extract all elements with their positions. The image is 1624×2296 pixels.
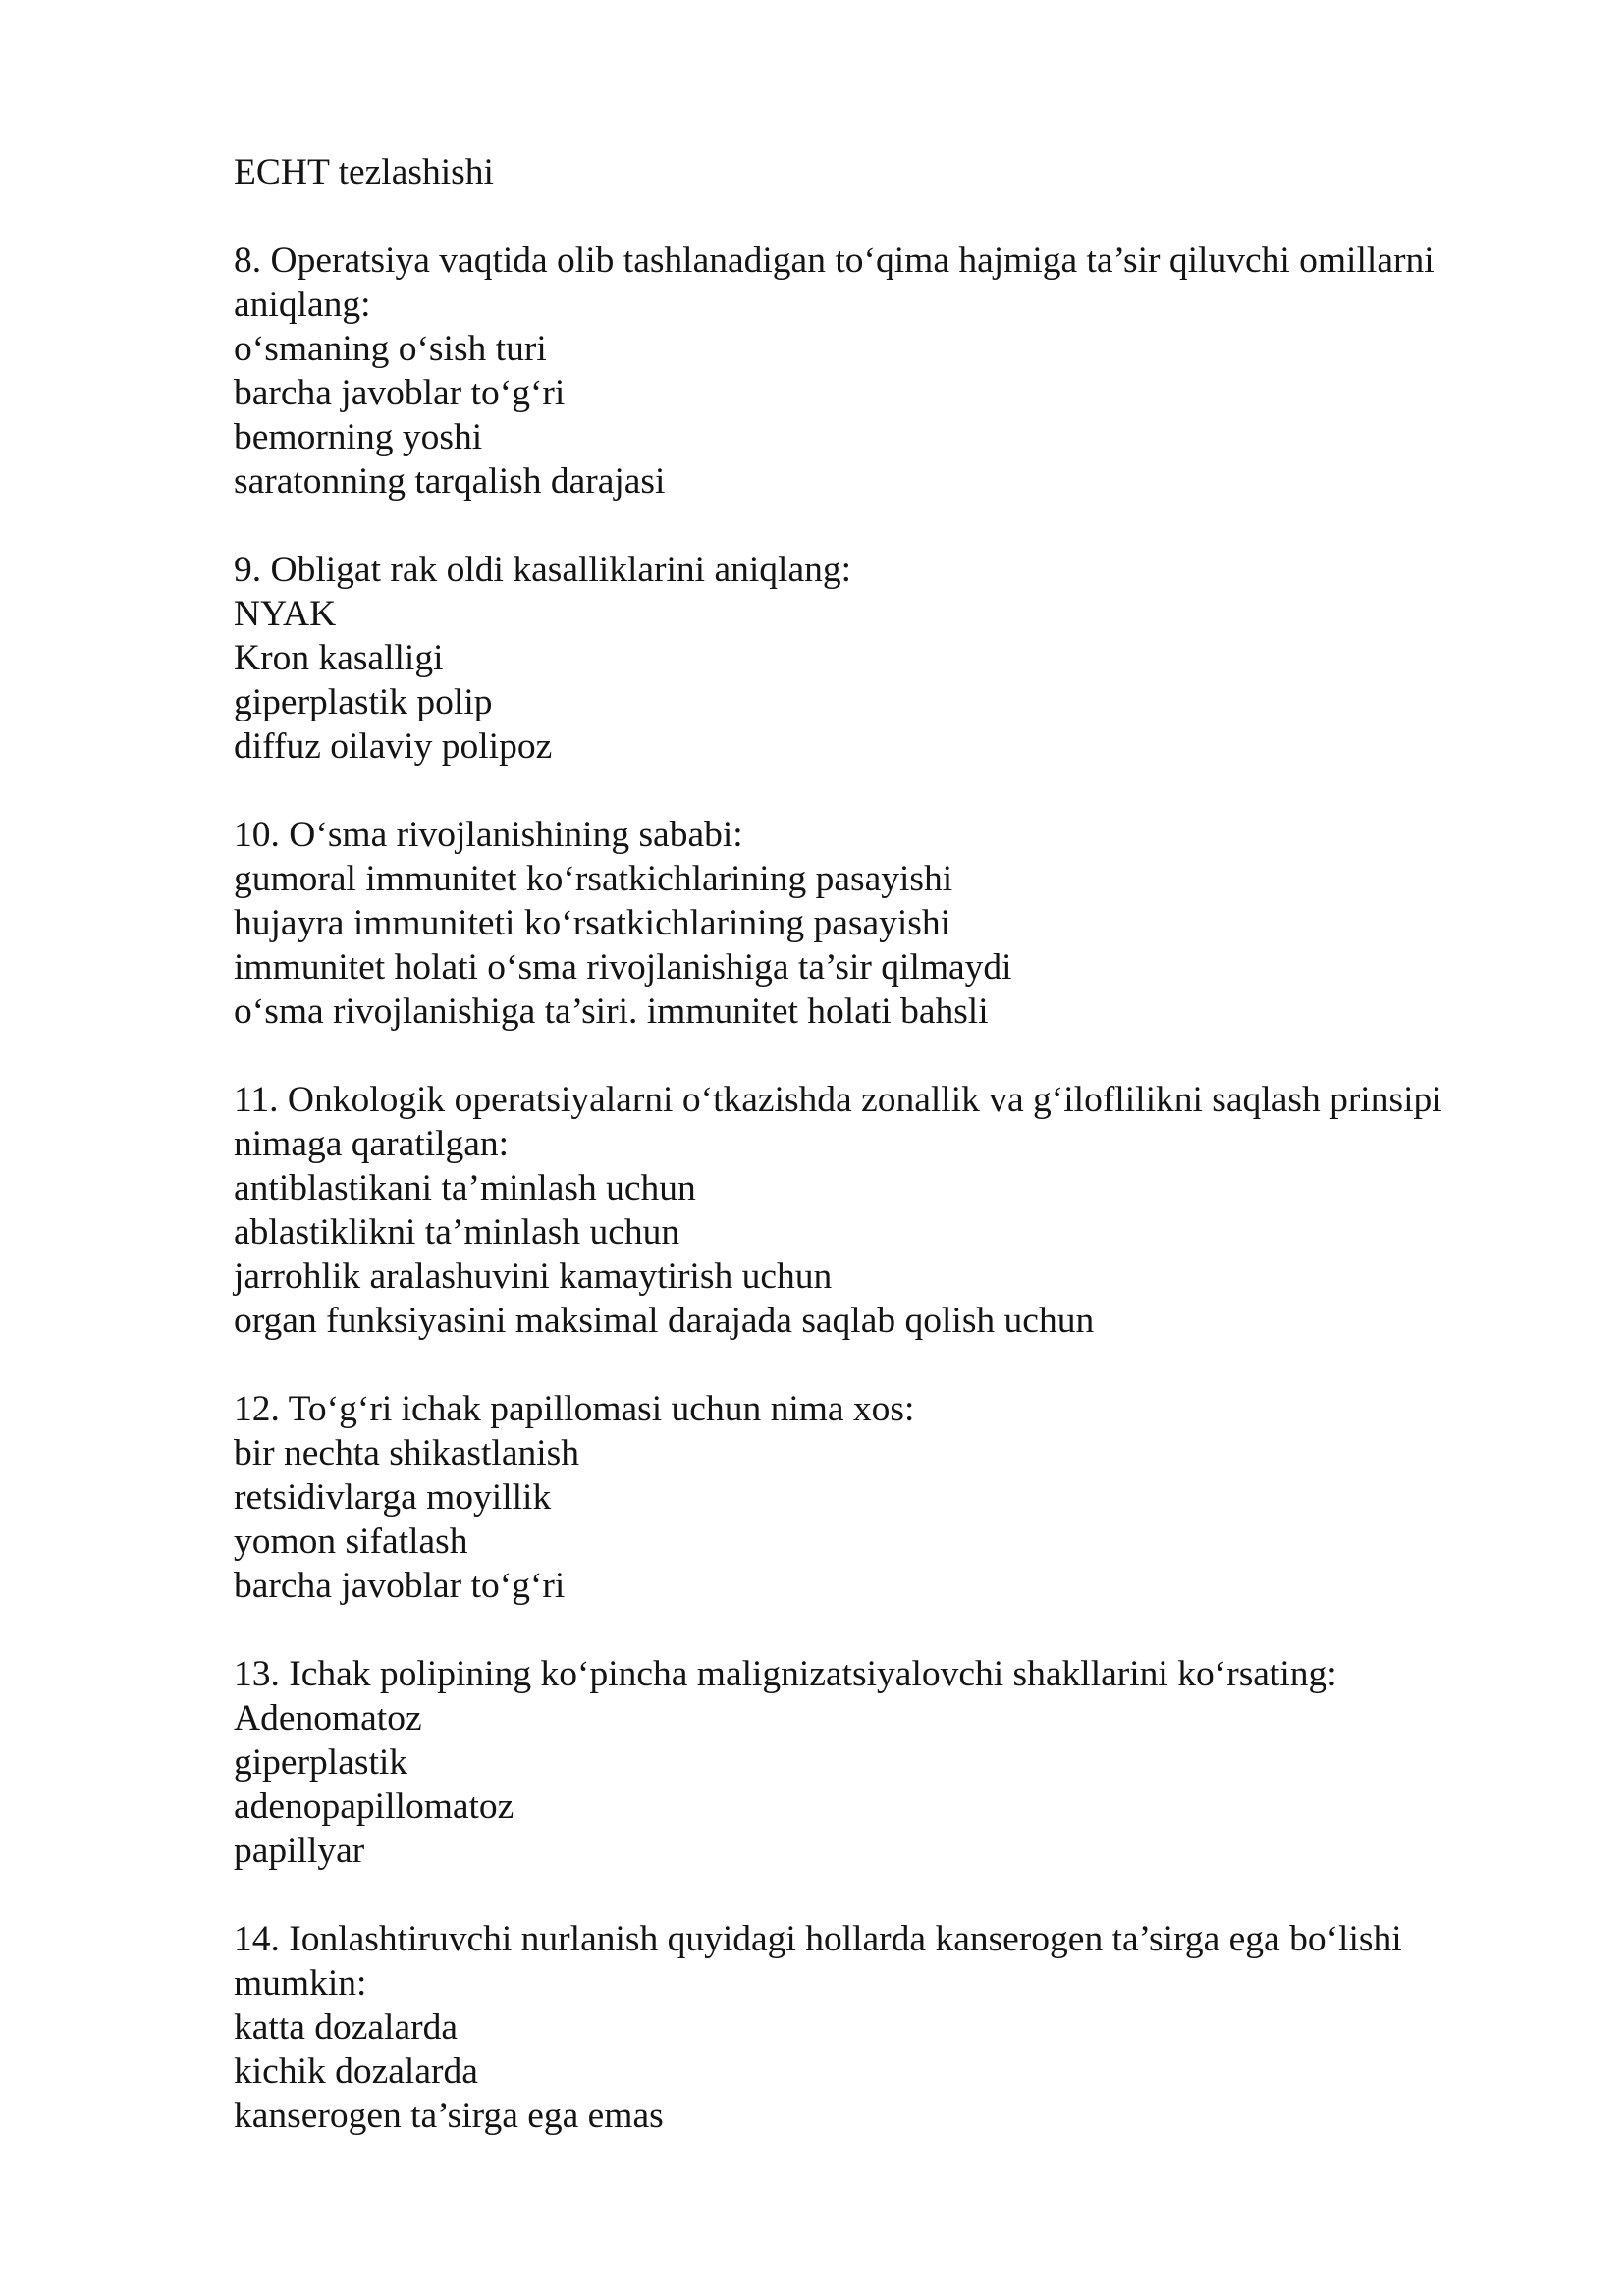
intro-line: ECHT tezlashishi xyxy=(234,152,494,192)
answer-option: organ funksiyasini maksimal darajada saqlab qolish uchun xyxy=(234,1301,1095,1341)
answer-option: jarrohlik aralashuvini kamaytirish uchun xyxy=(234,1256,833,1297)
question-text-line: 9. Obligat rak oldi kasalliklarini aniqlang: xyxy=(234,550,852,590)
question-text xyxy=(234,548,1510,592)
answer-option: gumoral immunitet ko‘rsatkichlarining pasayishi xyxy=(234,859,953,899)
question-text xyxy=(234,1917,1510,2005)
answer-option: hujayra immuniteti ko‘rsatkichlarining pasayishi xyxy=(234,903,951,943)
answer-option: papillyar xyxy=(234,1831,365,1871)
answer-option: diffuz oilaviy polipoz xyxy=(234,726,553,767)
answer-option: adenopapillomatoz xyxy=(234,1787,514,1827)
answer-option: Adenomatoz xyxy=(234,1698,422,1738)
answer-option: o‘smaning o‘sish turi xyxy=(234,329,547,369)
question-text-line: 12. To‘g‘ri ichak papillomasi uchun nima xos: xyxy=(234,1389,915,1429)
answer-option: NYAK xyxy=(234,594,337,634)
answer-option: barcha javoblar to‘g‘ri xyxy=(234,1566,566,1606)
answer-option: Kron kasalligi xyxy=(234,638,444,678)
answer-option: retsidivlarga moyillik xyxy=(234,1477,552,1518)
question-text-line: 11. Onkologik operatsiyalarni o‘tkazishda zonallik va g‘iloflilikni saqlash prinsipi xyxy=(234,1080,1442,1120)
question-text-line: 10. O‘sma rivojlanishining sababi: xyxy=(234,815,743,855)
question-text xyxy=(234,1652,1510,1696)
answer-option: ablastiklikni ta’minlash uchun xyxy=(234,1212,680,1253)
answer-option: yomon sifatlash xyxy=(234,1522,468,1562)
answer-option: saratonning tarqalish darajasi xyxy=(234,461,666,502)
answer-option: giperplastik polip xyxy=(234,682,493,722)
question-13 xyxy=(234,1652,1510,1873)
question-text xyxy=(234,239,1510,327)
question-text-line: nimaga qaratilgan: xyxy=(234,1124,510,1164)
question-text xyxy=(234,813,1510,857)
question-14 xyxy=(234,1917,1510,2138)
answer-option: barcha javoblar to‘g‘ri xyxy=(234,373,566,413)
answer-option: kanserogen ta’sirga ega emas xyxy=(234,2096,664,2136)
answer-option: o‘sma rivojlanishiga ta’siri. immunitet holati bahsli xyxy=(234,991,989,1032)
answer-option: bir nechta shikastlanish xyxy=(234,1433,580,1473)
answer-option: bemorning yoshi xyxy=(234,417,483,457)
question-12 xyxy=(234,1387,1510,1608)
question-text xyxy=(234,1387,1510,1431)
question-text-line: 8. Operatsiya vaqtida olib tashlanadigan to‘qima hajmiga ta’sir qiluvchi omillarni xyxy=(234,240,1435,281)
question-10 xyxy=(234,813,1510,1034)
answer-option: katta dozalarda xyxy=(234,2007,458,2048)
document-page xyxy=(234,150,1510,2138)
answer-option: antiblastikani ta’minlash uchun xyxy=(234,1168,696,1208)
answer-option: kichik dozalarda xyxy=(234,2052,478,2092)
answer-option: immunitet holati o‘sma rivojlanishiga ta’sir qilmaydi xyxy=(234,947,1012,988)
question-9 xyxy=(234,548,1510,769)
question-text xyxy=(234,1078,1510,1166)
answer-option: giperplastik xyxy=(234,1742,408,1783)
question-8 xyxy=(234,239,1510,504)
question-11 xyxy=(234,1078,1510,1343)
question-text-line: mumkin: xyxy=(234,1963,367,2003)
question-text-line: 13. Ichak polipining ko‘pincha malignizatsiyalovchi shakllarini ko‘rsating: xyxy=(234,1654,1337,1694)
question-text-line: 14. Ionlashtiruvchi nurlanish quyidagi hollarda kanserogen ta’sirga ega bo‘lishi xyxy=(234,1919,1402,1959)
question-text-line: aniqlang: xyxy=(234,285,371,325)
